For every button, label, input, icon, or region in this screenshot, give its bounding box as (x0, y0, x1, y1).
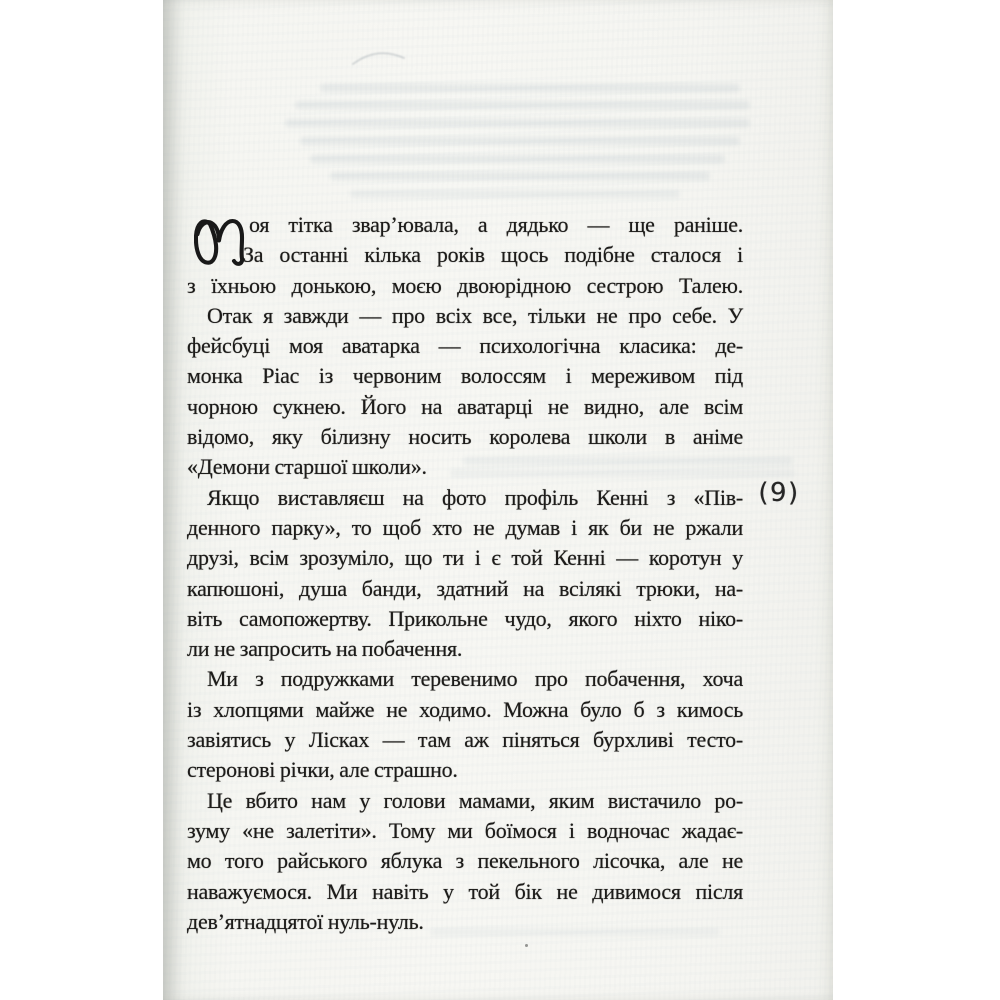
text-line: дев’ятнадцятої нуль-нуль. (187, 908, 424, 934)
text-line: мо того райського яблука з пекельного лісочка, але не (187, 848, 743, 874)
text-line: За останні кілька років щось подібне сталося і (243, 242, 743, 268)
faint-pen-mark (351, 46, 407, 68)
bleed-through-line (295, 101, 750, 109)
text-line: Ми з подружками теревенимо про побачення, хоча (207, 666, 743, 692)
bleed-through-line (300, 137, 740, 145)
text-line: Це вбито нам у голови мамами, яким вистачило ро- (207, 787, 743, 813)
bleed-through-line (350, 190, 680, 198)
page-number: (9) (758, 478, 800, 508)
dust-speck (525, 944, 528, 947)
text-line: з їхньою донькою, моєю двоюрідною сестрою Талею. (187, 272, 743, 298)
bleed-through-line (330, 172, 710, 180)
text-line: монка Ріас із червоним волоссям і мереживом під (187, 363, 743, 389)
bleed-through-line (285, 119, 750, 127)
text-line: ли не запросить на побачення. (187, 636, 463, 662)
text-line: чорною сукнею. Його на аватарці не видно, але всім (187, 393, 743, 419)
text-line: Отак я завжди — про всіх все, тільки не про себе. У (207, 302, 743, 328)
text-line: друзі, всім зрозуміло, що ти і є той Кенні — коротун у (187, 545, 743, 571)
text-line: оя тітка звар’ювала, а дядько — ще раніше. (249, 212, 743, 237)
text-line: із хлопцями майже не ходимо. Можна було б з кимось (187, 696, 743, 722)
text-line: стеронові річки, але страшно. (187, 757, 458, 783)
text-line: денного парку», то щоб хто не думав і як би не ржали (187, 514, 743, 540)
text-line: капюшоні, душа банди, здатний на всілякі трюки, на- (187, 575, 743, 601)
text-line: «Демони старшої школи». (187, 454, 427, 480)
text-line: віть самопожертву. Прикольне чудо, якого ніхто ніко- (187, 605, 743, 631)
text-line: Якщо виставляєш на фото профіль Кенні з «Пів- (207, 484, 743, 510)
bleed-through-line (310, 155, 725, 163)
text-line: наважуємося. Ми навіть у той бік не дивимося після (187, 878, 743, 904)
text-line: відомо, яку білизну носить королева школи в аніме (187, 424, 743, 450)
text-column (187, 210, 743, 937)
text-line: зуму «не залетіти». Тому ми боїмося і водночас жадає- (187, 817, 743, 843)
book-page (163, 0, 833, 1000)
bleed-through-line (320, 84, 740, 92)
text-line: фейсбуці моя аватарка — психологічна класика: де- (187, 333, 743, 359)
text-line: завіятись у Лісках — там аж піняться бурхливі тесто- (187, 727, 743, 753)
